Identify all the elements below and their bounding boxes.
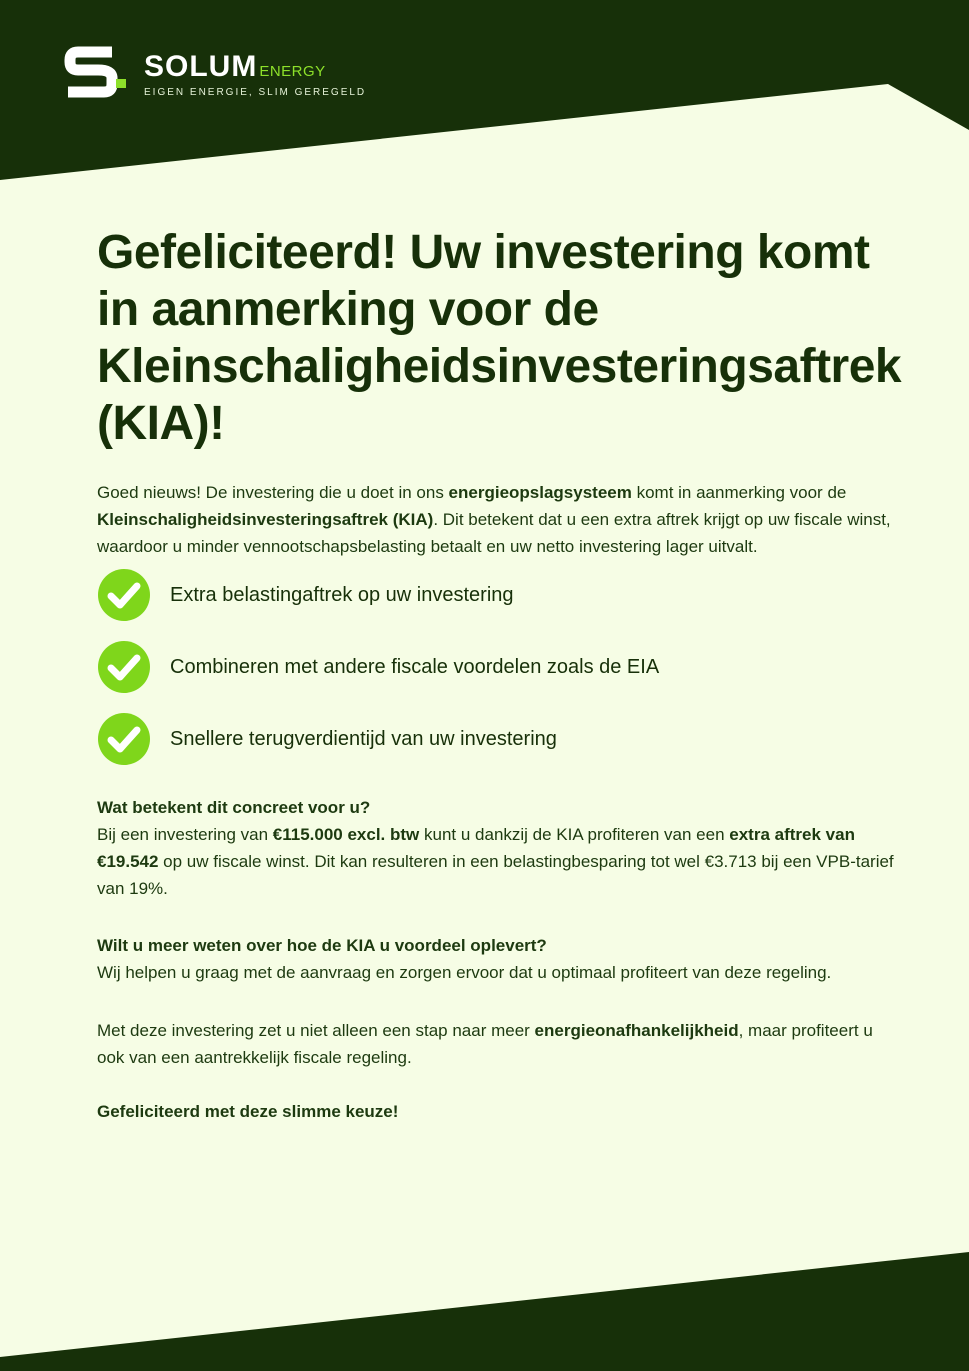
intro-text-1: Goed nieuws! De investering die u doet in ons: [97, 483, 449, 502]
footer-band: [0, 1252, 969, 1371]
concrete-text-3: op uw fiscale winst. Dit kan resulteren in een belastingbesparing tot wel €3.713 bij een VPB-tarief van 19%.: [97, 852, 894, 898]
closing-bold-1: energieonafhankelijkheid: [534, 1021, 739, 1040]
intro-text-2: komt in aanmerking voor de: [631, 483, 847, 502]
benefit-label: Extra belastingaftrek op uw investering: [170, 583, 514, 606]
brand-tagline: EIGEN ENERGIE, SLIM GEREGELD: [144, 87, 367, 98]
benefit-item: [97, 568, 897, 622]
intro-text-3: . Dit betekent dat u een extra aftrek krijgt op uw fiscale winst, waardoor u minder vennootschapsbelasting betaalt en uw netto investering lager uitvalt.: [97, 510, 891, 556]
brand-name-suffix: ENERGY: [259, 63, 326, 80]
concrete-text-2: kunt u dankzij de KIA profiteren van een: [419, 825, 730, 844]
benefit-label: Snellere terugverdientijd van uw investering: [170, 727, 557, 750]
closing-paragraph: [97, 1017, 897, 1071]
concrete-bold-2: extra aftrek van €19.542: [97, 825, 855, 871]
company-logo: [62, 40, 366, 106]
benefit-item: [97, 712, 897, 766]
check-circle-icon: [97, 712, 151, 766]
closing-text-2: , maar profiteert u ook van een aantrekkelijk fiscale regeling.: [97, 1021, 873, 1067]
check-circle-icon: [97, 568, 151, 622]
page-title: Gefeliciteerd! Uw investering komt in aanmerking voor de Kleinschaligheidsinvesteringsaftrek (KIA)!: [97, 226, 902, 450]
intro-paragraph: [97, 479, 897, 560]
intro-bold-1: energieopslagsysteem: [448, 483, 632, 502]
more-info-text: Wij helpen u graag met de aanvraag en zorgen ervoor dat u optimaal profiteert van deze regeling.: [97, 963, 832, 982]
intro-bold-2: Kleinschaligheidsinvesteringsaftrek (KIA): [97, 510, 434, 529]
concrete-section: [97, 794, 897, 902]
solum-logo-icon: [62, 40, 132, 106]
concrete-text-1: Bij een investering van: [97, 825, 273, 844]
concrete-heading: Wat betekent dit concreet voor u?: [97, 798, 371, 817]
concrete-bold-1: €115.000 excl. btw: [272, 825, 420, 844]
more-info-section: [97, 932, 897, 986]
benefits-list: [97, 568, 897, 766]
main-content: [97, 224, 902, 1122]
final-congrats: Gefeliciteerd met deze slimme keuze!: [97, 1102, 399, 1121]
closing-text-1: Met deze investering zet u niet alleen een stap naar meer: [97, 1021, 535, 1040]
more-info-heading: Wilt u meer weten over hoe de KIA u voordeel oplevert?: [97, 936, 547, 955]
brand-name: SOLUM: [144, 50, 258, 83]
benefit-item: [97, 640, 897, 694]
benefit-label: Combineren met andere fiscale voordelen zoals de EIA: [170, 655, 660, 678]
check-circle-icon: [97, 640, 151, 694]
